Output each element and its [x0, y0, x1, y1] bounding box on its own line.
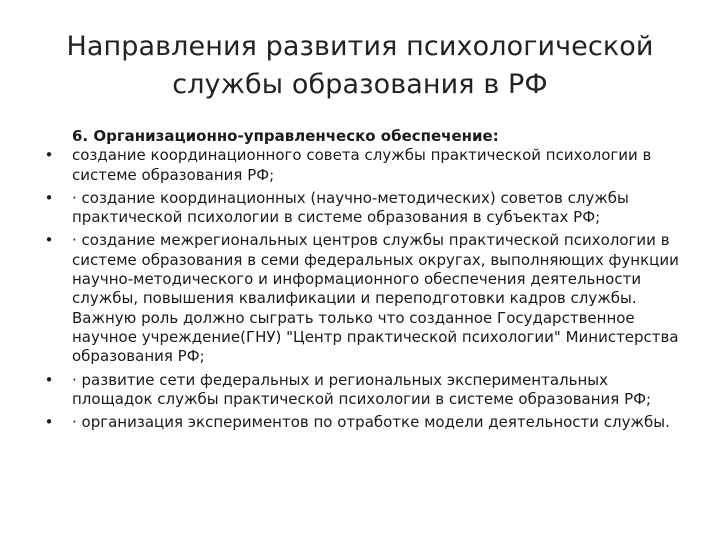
list-item [42, 189, 692, 228]
title-line-1: Направления развития психологической [66, 31, 654, 62]
slide-body [42, 127, 692, 432]
bullet-icon: • [44, 231, 54, 250]
title-line-2: службы образования в РФ [172, 69, 548, 100]
list-item-text: создание координационного совета службы практической психологии в системе образования РФ; [72, 146, 652, 184]
list-item-text: · развитие сети федеральных и региональных экспериментальных площадок службы практической психологии в системе образования РФ; [72, 370, 652, 408]
bullet-list [42, 146, 692, 432]
bullet-icon: • [44, 146, 54, 165]
list-item [42, 413, 692, 432]
section-heading: 6. Организационно-управленческо обеспечение: [72, 127, 499, 145]
bullet-icon: • [44, 188, 54, 207]
list-item-text: · организация экспериментов по отработке модели деятельности службы. [72, 413, 670, 432]
list-item [42, 371, 692, 410]
slide-title [60, 28, 660, 104]
list-item-text: · создание межрегиональных центров службы практической психологии в системе образования в семи федеральных округах, выполняющих функции научно-методического и информационного обеспечения деятельности службы, повышения квалификации и переподготовки кадров службы. Важную роль должно сыграть только что созданное Государственное научное учреждение(ГНУ) "Центр практической психологии" Министерства образования РФ; [72, 231, 679, 366]
list-item [42, 231, 692, 366]
bullet-icon: • [44, 370, 54, 389]
list-item [42, 146, 692, 185]
list-item-text: · создание координационных (научно-методических) советов службы практической психологии в системе образования в субъектах РФ; [72, 188, 629, 227]
bullet-icon: • [44, 413, 54, 432]
